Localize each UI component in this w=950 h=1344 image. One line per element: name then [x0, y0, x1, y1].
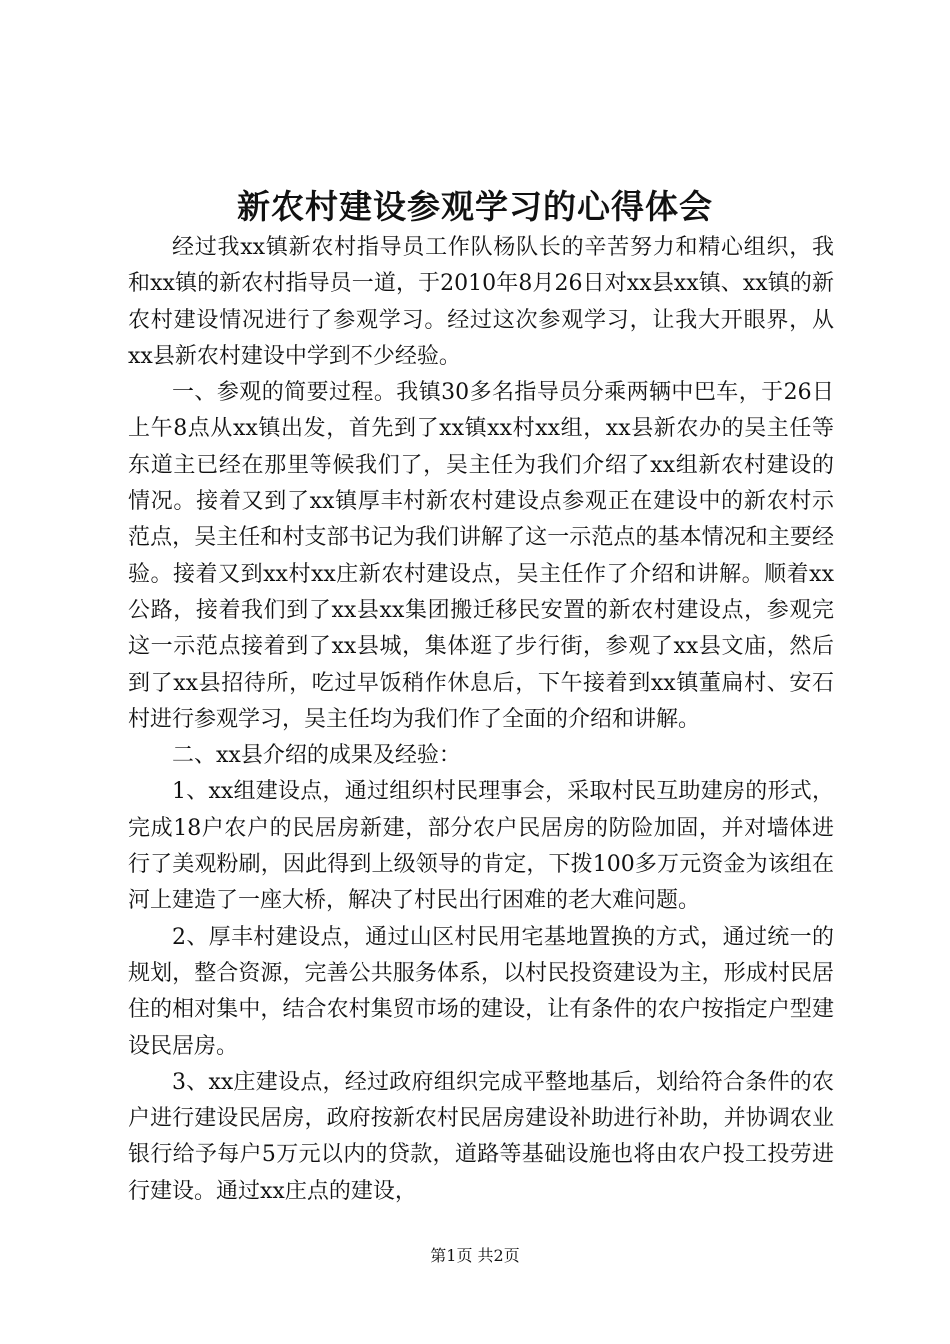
paragraph-section-heading: 二、xx县介绍的成果及经验：	[172, 743, 461, 769]
paragraph-point-2: 2、厚丰村建设点，通过山区村民用宅基地置换的方式，通过统一的规划，整合资源，完善公共服务体系，以村民投资建设为主，形成村民居住的相对集中，结合农村集贸市场的建设，让有条件的农户按指定户型建设民居房。	[128, 924, 834, 1059]
document-title: 新农村建设参观学习的心得体会	[237, 187, 713, 226]
paragraph-point-3: 3、xx庄建设点，经过政府组织完成平整地基后，划给符合条件的农户进行建设民居房，政府按新农村民居房建设补助进行补助，并协调农业银行给予每户5万元以内的贷款，道路等基础设施也将由农户投工投劳进行建设。通过xx庄点的建设，	[128, 1069, 834, 1204]
document-body	[128, 230, 834, 1210]
paragraph-point-1: 1、xx组建设点，通过组织村民理事会，采取村民互助建房的形式，完成18户农户的民居房新建，部分农户民居房的防险加固，并对墙体进行了美观粉刷，因此得到上级领导的肯定，下拨100多万元资金为该组在河上建造了一座大桥，解决了村民出行困难的老大难问题。	[128, 779, 834, 914]
paragraph-intro: 经过我xx镇新农村指导员工作队杨队长的辛苦努力和精心组织，我和xx镇的新农村指导员一道，于2010年8月26日对xx县xx镇、xx镇的新农村建设情况进行了参观学习。经过这次参观学习，让我大开眼界，从xx县新农村建设中学到不少经验。	[128, 235, 834, 369]
paragraph-visit-process: 一、参观的简要过程。我镇30多名指导员分乘两辆中巴车，于26日上午8点从xx镇出发，首先到了xx镇xx村xx组，xx县新农办的吴主任等东道主已经在那里等候我们了，吴主任为我们介绍了xx组新农村建设的情况。接着又到了xx镇厚丰村新农村建设点参观正在建设中的新农村示范点，吴主任和村支部书记为我们讲解了这一示范点的基本情况和主要经验。接着又到xx村xx庄新农村建设点，吴主任作了介绍和讲解。顺着xx公路，接着我们到了xx县xx集团搬迁移民安置的新农村建设点，参观完这一示范点接着到了xx县城，集体逛了步行街，参观了xx县文庙，然后到了xx县招待所，吃过早饭稍作休息后，下午接着到xx镇董扁村、安石村进行参观学习，吴主任均为我们作了全面的介绍和讲解。	[128, 380, 834, 732]
page-number-footer: 第1页 共2页	[430, 1246, 520, 1265]
